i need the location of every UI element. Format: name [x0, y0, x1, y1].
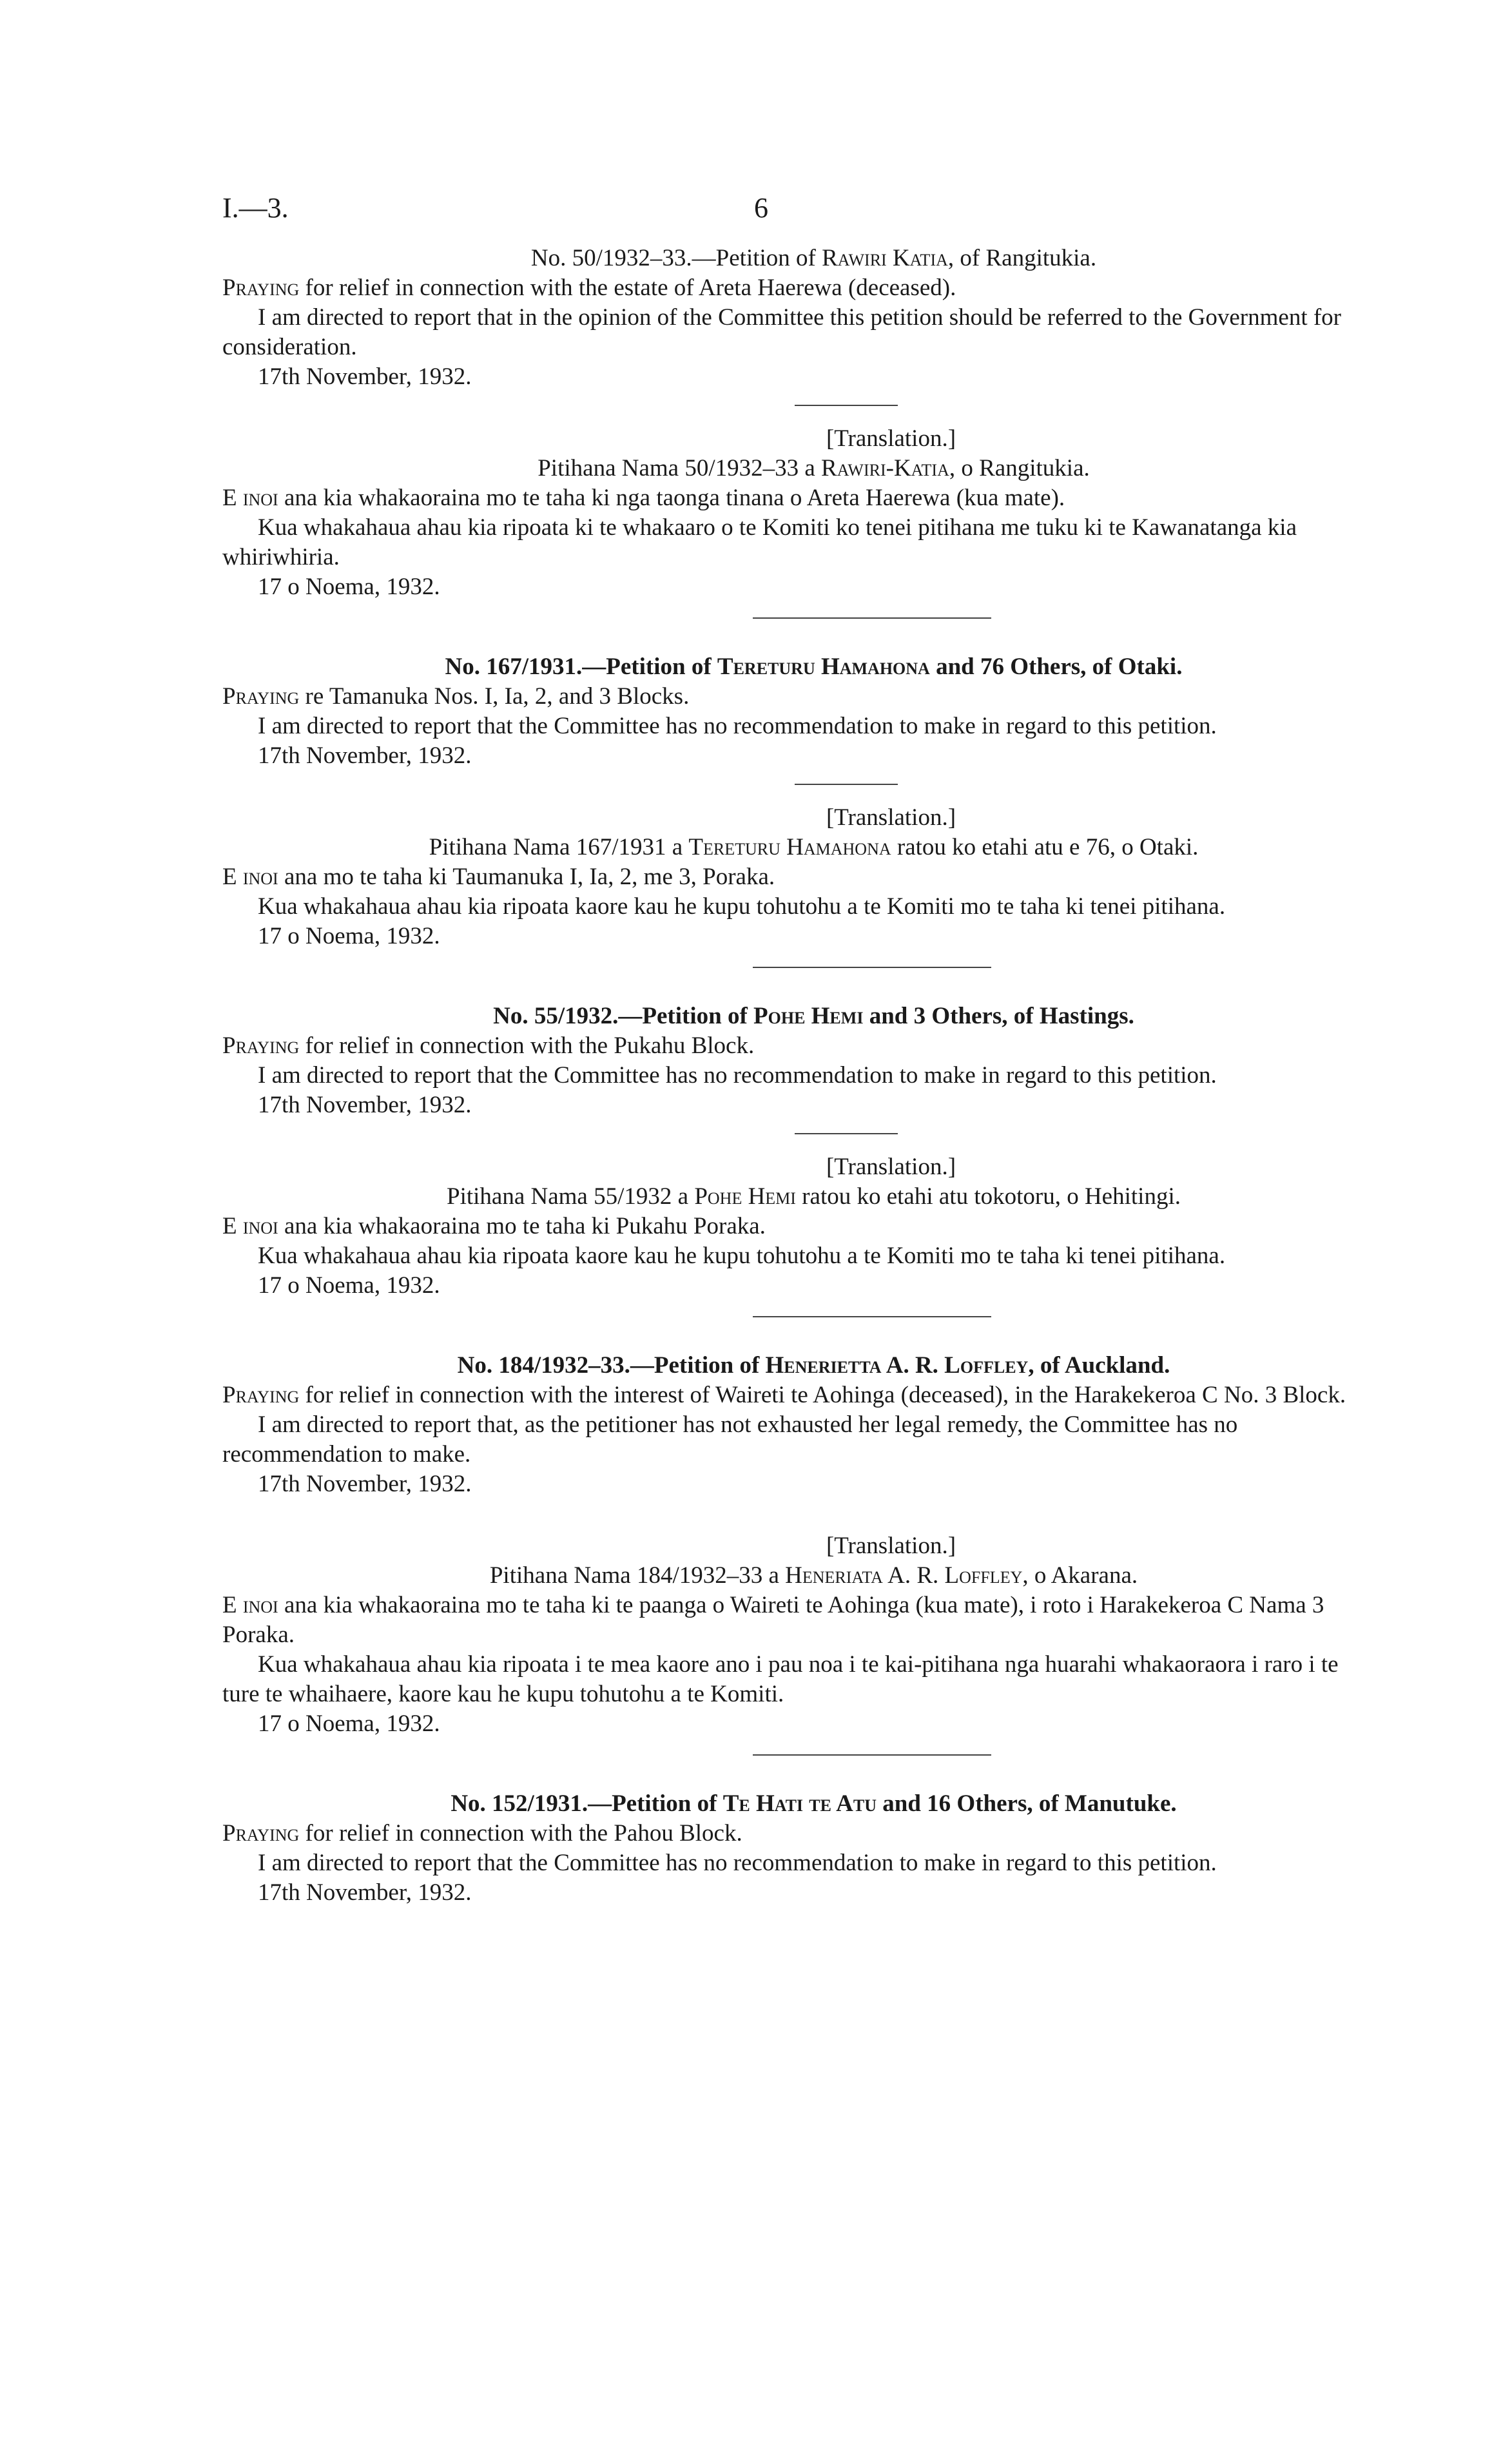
divider	[753, 617, 991, 619]
translation-heading: [Translation.]	[826, 804, 956, 831]
report-paragraph: I am directed to report that, as the petitioner has not exhausted her legal remedy, the Committee has no recommendation to make.	[222, 1411, 1238, 1468]
translation-heading: [Translation.]	[826, 1533, 956, 1559]
petition-entry	[222, 1002, 1366, 1134]
page-header	[0, 193, 1512, 232]
paper-reference: I.—3.	[222, 192, 289, 224]
inoi-paragraph: E inoi ana kia whakaoraina mo te taha ki Pukahu Poraka.	[222, 1213, 766, 1239]
divider	[795, 405, 898, 406]
report-paragraph: I am directed to report that in the opinion of the Committee this petition should be referred to the Government for consideration.	[222, 304, 1341, 360]
petition-title: No. 55/1932.—Petition of Pohe Hemi and 3 Others, of Hastings.	[493, 1003, 1134, 1029]
report-paragraph: I am directed to report that the Committee has no recommendation to make in regard to this petition.	[258, 713, 1217, 739]
petition-entry	[222, 1789, 1366, 1908]
translation-report: Kua whakahaua ahau kia ripoata kaore kau he kupu tohutohu a te Komiti mo te taha ki tenei pitihana.	[258, 1243, 1226, 1269]
translation-title: Pitihana Nama 184/1932–33 a Heneriata A. R. Loffley, o Akarana.	[489, 1562, 1138, 1589]
inoi-paragraph: E inoi ana mo te taha ki Taumanuka I, Ia, 2, me 3, Poraka.	[222, 864, 775, 890]
praying-paragraph: Praying for relief in connection with the interest of Waireti te Aohinga (deceased), in the Harakekeroa C No. 3 Block.	[222, 1382, 1346, 1408]
report-date: 17th November, 1932.	[258, 742, 472, 769]
translation-block	[222, 1152, 1366, 1317]
divider	[795, 784, 898, 785]
report-paragraph: I am directed to report that the Committee has no recommendation to make in regard to this petition.	[258, 1062, 1217, 1089]
divider	[795, 1133, 898, 1134]
report-paragraph: I am directed to report that the Committee has no recommendation to make in regard to this petition.	[258, 1850, 1217, 1876]
translation-title: Pitihana Nama 167/1931 a Tereturu Hamahona ratou ko etahi atu e 76, o Otaki.	[429, 834, 1199, 860]
document-body	[222, 244, 1366, 1908]
praying-paragraph: Praying re Tamanuka Nos. I, Ia, 2, and 3 Blocks.	[222, 683, 690, 710]
translation-date: 17 o Noema, 1932.	[258, 1272, 440, 1299]
translation-block	[222, 424, 1366, 619]
petition-entry	[222, 1351, 1366, 1513]
translation-date: 17 o Noema, 1932.	[258, 574, 440, 600]
page-number: 6	[754, 192, 768, 224]
praying-paragraph: Praying for relief in connection with the Pahou Block.	[222, 1820, 742, 1846]
translation-title: Pitihana Nama 50/1932–33 a Rawiri-Katia, o Rangitukia.	[538, 455, 1090, 481]
divider	[753, 1316, 991, 1317]
translation-block	[222, 803, 1366, 968]
petition-title: No. 50/1932–33.—Petition of Rawiri Katia, of Rangitukia.	[530, 245, 1097, 271]
divider	[753, 1754, 991, 1756]
divider	[753, 967, 991, 968]
translation-report: Kua whakahaua ahau kia ripoata kaore kau he kupu tohutohu a te Komiti mo te taha ki tenei pitihana.	[258, 893, 1226, 920]
petition-entry	[222, 652, 1366, 785]
petition-title: No. 184/1932–33.—Petition of Henerietta A. R. Loffley, of Auckland.	[457, 1352, 1170, 1379]
report-date: 17th November, 1932.	[258, 1092, 472, 1118]
translation-report: Kua whakahaua ahau kia ripoata i te mea kaore ano i pau noa i te kai-pitihana nga huarahi whakaoraora i raro i te ture te whaihaere, kaore kau he kupu tohutohu a te Komiti.	[222, 1651, 1339, 1707]
petition-entry	[222, 244, 1366, 406]
translation-heading: [Translation.]	[826, 1154, 956, 1180]
translation-date: 17 o Noema, 1932.	[258, 1710, 440, 1737]
translation-title: Pitihana Nama 55/1932 a Pohe Hemi ratou ko etahi atu tokotoru, o Hehitingi.	[447, 1183, 1181, 1210]
translation-block	[222, 1531, 1366, 1756]
inoi-paragraph: E inoi ana kia whakaoraina mo te taha ki nga taonga tinana o Areta Haerewa (kua mate).	[222, 485, 1065, 511]
translation-heading: [Translation.]	[826, 425, 956, 452]
petition-title: No. 167/1931.—Petition of Tereturu Hamahona and 76 Others, of Otaki.	[445, 654, 1183, 680]
inoi-paragraph: E inoi ana kia whakaoraina mo te taha ki te paanga o Waireti te Aohinga (kua mate), i roto i Harakekeroa C Nama 3 Poraka.	[222, 1592, 1324, 1648]
translation-report: Kua whakahaua ahau kia ripoata ki te whakaaro o te Komiti ko tenei pitihana me tuku ki te Kawanatanga kia whiriwhiria.	[222, 514, 1297, 570]
petition-title: No. 152/1931.—Petition of Te Hati te Atu and 16 Others, of Manutuke.	[451, 1790, 1177, 1817]
report-date: 17th November, 1932.	[258, 1879, 472, 1906]
praying-paragraph: Praying for relief in connection with the Pukahu Block.	[222, 1032, 755, 1059]
report-date: 17th November, 1932.	[258, 1471, 472, 1497]
translation-date: 17 o Noema, 1932.	[258, 923, 440, 949]
report-date: 17th November, 1932.	[258, 363, 472, 390]
praying-paragraph: Praying for relief in connection with the estate of Areta Haerewa (deceased).	[222, 275, 956, 301]
spacer	[795, 1512, 898, 1513]
